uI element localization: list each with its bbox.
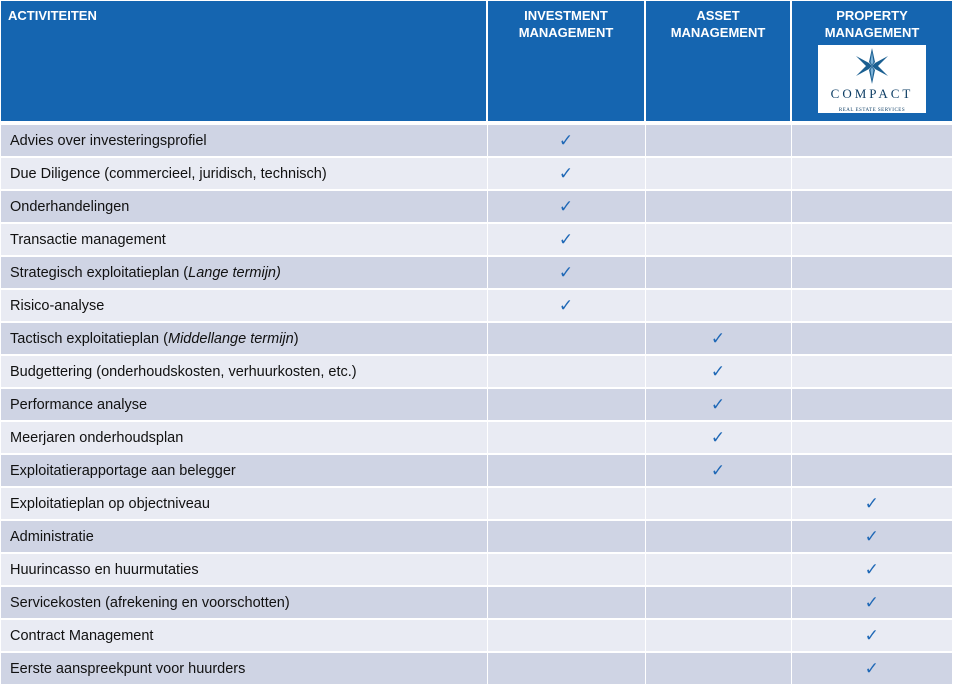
cell-asset-management: [645, 487, 791, 520]
table-row: [1, 586, 952, 619]
activity-label: [1, 223, 487, 256]
checkmark-icon: ✓: [864, 559, 879, 579]
cell-investment-management: [487, 289, 645, 322]
activity-label: [1, 487, 487, 520]
table-row: [1, 256, 952, 289]
activity-label-text: Strategisch exploitatieplan (: [10, 264, 189, 281]
table-row: [1, 190, 952, 223]
activity-label: [1, 190, 487, 223]
cell-asset-management: [645, 123, 791, 157]
cell-investment-management: [487, 619, 645, 652]
cell-property-management: [791, 586, 952, 619]
table-row: [1, 454, 952, 487]
activity-label-emphasis: Middellange termijn: [167, 330, 294, 347]
activity-label: [1, 520, 487, 553]
cell-asset-management: [645, 322, 791, 355]
cell-investment-management: [487, 223, 645, 256]
cell-investment-management: [487, 553, 645, 586]
logo-brand-text: COMPACT: [830, 86, 914, 101]
activity-label-text: Transactie management: [10, 231, 166, 248]
checkmark-icon: ✓: [864, 625, 879, 645]
cell-property-management: [791, 388, 952, 421]
header-property-management: [791, 1, 952, 123]
activity-label: [1, 586, 487, 619]
cell-property-management: [791, 322, 952, 355]
table-row: [1, 520, 952, 553]
cell-property-management: [791, 421, 952, 454]
table-row: [1, 223, 952, 256]
activity-label: [1, 421, 487, 454]
header-investment-management: INVESTMENT MANAGEMENT: [487, 1, 645, 123]
cell-investment-management: [487, 123, 645, 157]
activity-label-emphasis: Lange termijn): [188, 264, 281, 281]
activity-label-text: Due Diligence (commercieel, juridisch, technisch): [10, 165, 327, 182]
table-row: [1, 388, 952, 421]
table-row: [1, 421, 952, 454]
checkmark-icon: ✓: [710, 427, 726, 447]
activity-label-text: Performance analyse: [10, 396, 148, 413]
header-activiteiten: ACTIVITEITEN: [1, 1, 487, 123]
cell-property-management: [791, 157, 952, 190]
checkmark-icon: ✓: [710, 460, 726, 480]
activity-label: [1, 388, 487, 421]
cell-property-management: [791, 553, 952, 586]
cell-property-management: [791, 355, 952, 388]
activity-label: [1, 454, 487, 487]
activity-label: [1, 157, 487, 190]
table-row: [1, 123, 952, 157]
compact-logo: [818, 45, 926, 113]
cell-investment-management: [487, 388, 645, 421]
cell-asset-management: [645, 388, 791, 421]
cell-asset-management: [645, 256, 791, 289]
cell-asset-management: [645, 652, 791, 685]
table-body: [1, 123, 952, 685]
activity-label-text: Exploitatieplan op objectniveau: [10, 495, 210, 512]
cell-investment-management: [487, 256, 645, 289]
table-row: [1, 157, 952, 190]
cell-property-management: [791, 619, 952, 652]
activity-label: [1, 553, 487, 586]
activity-label-text: Advies over investeringsprofiel: [10, 132, 207, 149]
cell-investment-management: [487, 652, 645, 685]
cell-investment-management: [487, 487, 645, 520]
table-row: [1, 553, 952, 586]
activities-table: [1, 1, 952, 686]
cell-asset-management: [645, 454, 791, 487]
table-row: [1, 487, 952, 520]
activity-label-text: Risico-analyse: [10, 297, 105, 314]
table-header-row: [1, 1, 952, 123]
cell-asset-management: [645, 553, 791, 586]
cell-property-management: [791, 652, 952, 685]
cell-asset-management: [645, 355, 791, 388]
cell-asset-management: [645, 223, 791, 256]
activity-label: [1, 652, 487, 685]
activity-label: [1, 256, 487, 289]
activity-label-text: Budgettering (onderhoudskosten, verhuurkosten, etc.): [10, 363, 357, 380]
checkmark-icon: ✓: [558, 262, 574, 282]
cell-property-management: [791, 256, 952, 289]
cell-property-management: [791, 454, 952, 487]
header-property-management-label: PROPERTY MANAGEMENT: [824, 8, 920, 40]
cell-investment-management: [487, 454, 645, 487]
checkmark-icon: ✓: [864, 592, 879, 612]
checkmark-icon: ✓: [558, 196, 574, 216]
cell-investment-management: [487, 586, 645, 619]
checkmark-icon: ✓: [864, 493, 879, 513]
cell-investment-management: [487, 322, 645, 355]
checkmark-icon: ✓: [864, 526, 879, 546]
cell-property-management: [791, 487, 952, 520]
activity-label-text: Administratie: [10, 528, 94, 545]
checkmark-icon: ✓: [558, 295, 574, 315]
activity-label-text: Exploitatierapportage aan belegger: [10, 462, 236, 479]
activity-label: [1, 322, 487, 355]
cell-property-management: [791, 520, 952, 553]
cell-investment-management: [487, 355, 645, 388]
cell-asset-management: [645, 520, 791, 553]
checkmark-icon: ✓: [558, 163, 574, 183]
star-icon: [856, 48, 888, 84]
header-asset-management: ASSET MANAGEMENT: [645, 1, 791, 123]
logo-sub-text: REAL ESTATE SERVICES: [838, 108, 906, 113]
cell-investment-management: [487, 520, 645, 553]
activity-label-text: Eerste aanspreekpunt voor huurders: [10, 660, 246, 677]
cell-investment-management: [487, 157, 645, 190]
cell-investment-management: [487, 190, 645, 223]
table-row: [1, 322, 952, 355]
cell-property-management: [791, 223, 952, 256]
cell-property-management: [791, 289, 952, 322]
activity-label-text: Meerjaren onderhoudsplan: [10, 429, 184, 446]
table-row: [1, 355, 952, 388]
cell-investment-management: [487, 421, 645, 454]
table-row: [1, 619, 952, 652]
checkmark-icon: ✓: [710, 361, 726, 381]
cell-property-management: [791, 190, 952, 223]
cell-asset-management: [645, 289, 791, 322]
activity-label-suffix: ): [293, 330, 299, 347]
cell-property-management: [791, 123, 952, 157]
cell-asset-management: [645, 586, 791, 619]
table-row: [1, 289, 952, 322]
table-row: [1, 652, 952, 685]
checkmark-icon: ✓: [710, 328, 726, 348]
cell-asset-management: [645, 421, 791, 454]
activity-label-text: Huurincasso en huurmutaties: [10, 561, 199, 578]
cell-asset-management: [645, 619, 791, 652]
activity-label: [1, 355, 487, 388]
checkmark-icon: ✓: [710, 394, 726, 414]
checkmark-icon: ✓: [558, 130, 574, 150]
checkmark-icon: ✓: [558, 229, 574, 249]
activity-label: [1, 619, 487, 652]
activity-label: [1, 289, 487, 322]
activity-label-text: Servicekosten (afrekening en voorschotten): [10, 594, 290, 611]
checkmark-icon: ✓: [864, 658, 879, 678]
cell-asset-management: [645, 157, 791, 190]
activity-label-text: Tactisch exploitatieplan (: [10, 330, 168, 347]
cell-asset-management: [645, 190, 791, 223]
activity-label: [1, 123, 487, 157]
activity-label-text: Contract Management: [10, 627, 154, 644]
activity-label-text: Onderhandelingen: [10, 198, 130, 215]
